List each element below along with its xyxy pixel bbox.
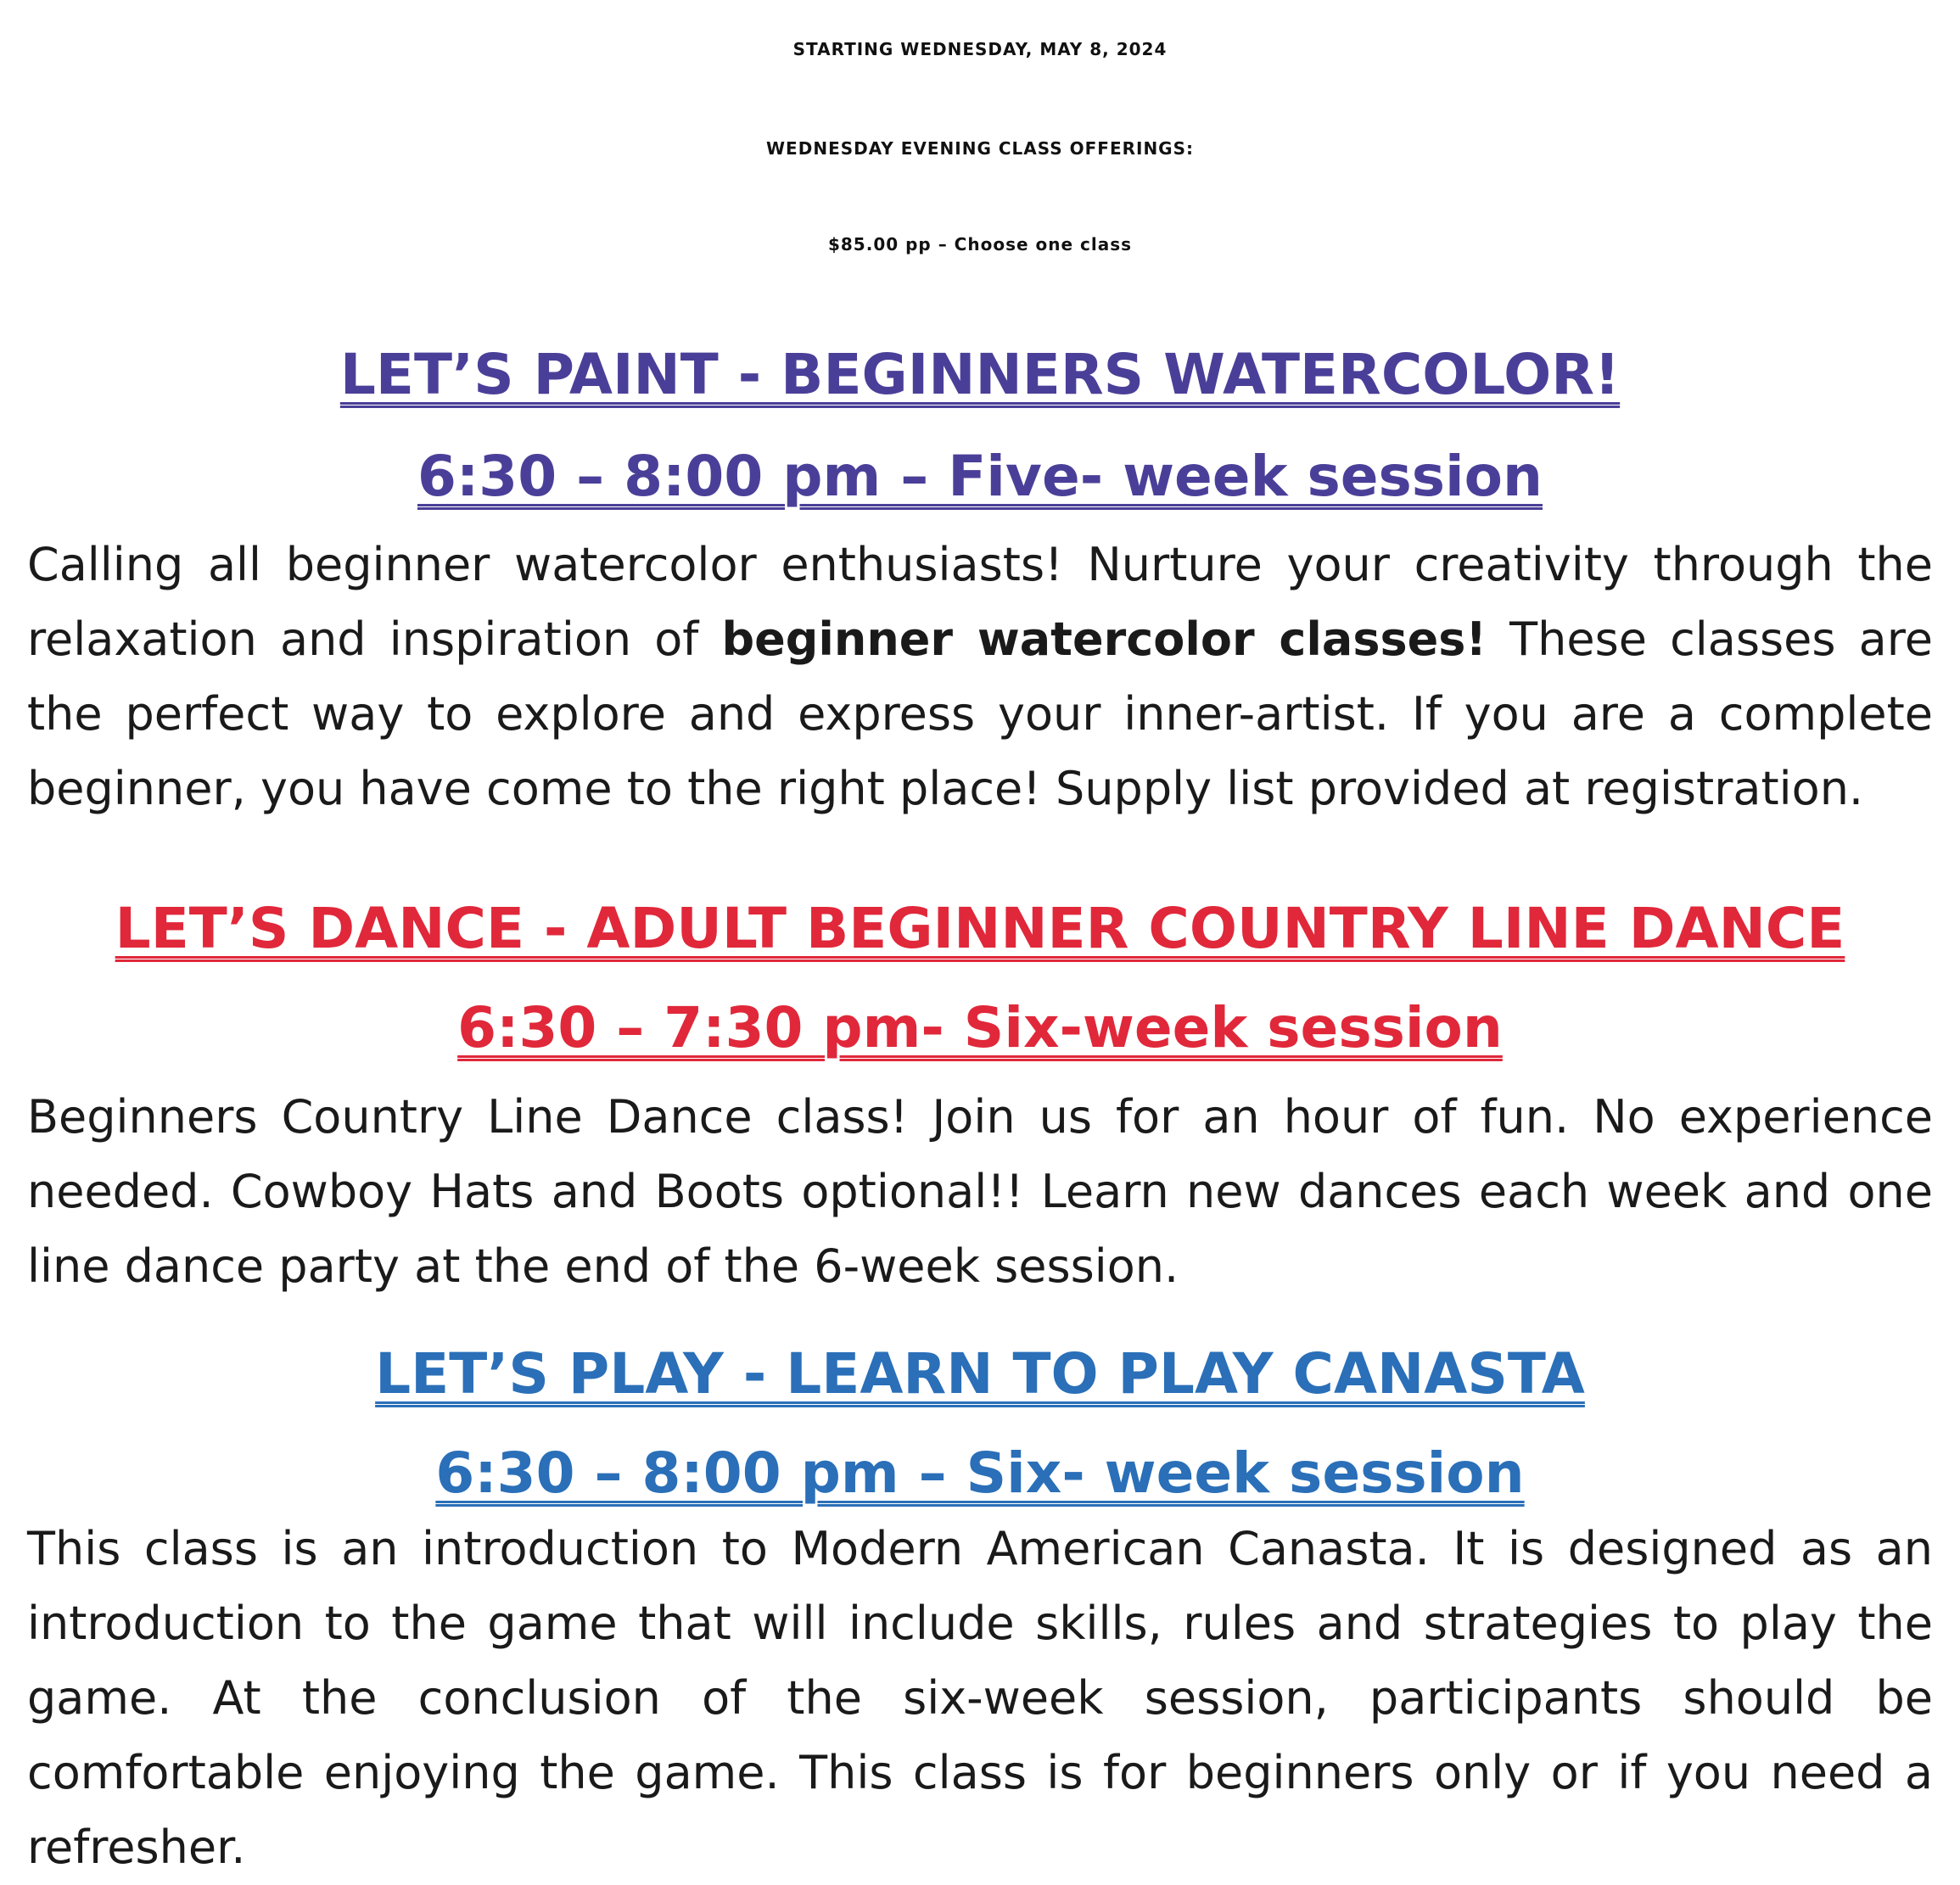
play-class-title-text: LET’S PLAY - LEARN TO PLAY CANASTA	[375, 1341, 1585, 1407]
play-class-description: This class is an introduction to Modern American Canasta. It is designed as an introduction to the game that will include skills, rules and strategies to play the game. At the conclusion of the six-week session, participants should be comfortable enjoying the game. This class is for beginners only or if you need a refresher.	[27, 1522, 1933, 1874]
paint-class-title-text: LET’S PAINT - BEGINNERS WATERCOLOR!	[339, 342, 1621, 407]
dance-class-description: Beginners Country Line Dance class! Join us for an hour of fun. No experience needed. Cowboy Hats and Boots optional!! Learn new dances each week and one line dance party at the end of the 6-week session.	[27, 1090, 1933, 1293]
paint-class-time-text: 6:30 – 8:00 pm – Five- week session	[417, 444, 1543, 509]
play-class-time	[0, 1438, 1960, 1509]
paint-desc-part2: These classes are the perfect way to explore and express your inner-artist. If you are a complete beginner, you have come to the right place! Supply list provided at registration.	[27, 612, 1933, 815]
dance-class-title-text: LET’S DANCE - ADULT BEGINNER COUNTRY LINE DANCE	[115, 896, 1845, 961]
play-class-title	[0, 1339, 1960, 1410]
dance-class-time	[0, 993, 1960, 1064]
dance-class-title	[0, 893, 1960, 965]
price-heading: $85.00 pp – Choose one class	[827, 234, 1133, 255]
paint-desc-part1: Calling all beginner watercolor enthusiasts! Nurture your creativity through the relaxation and inspiration of	[27, 538, 1933, 666]
start-date-heading: STARTING WEDNESDAY, MAY 8, 2024	[792, 39, 1168, 59]
offerings-heading: WEDNESDAY EVENING CLASS OFFERINGS:	[766, 138, 1194, 159]
paint-desc-bold: beginner watercolor classes!	[721, 612, 1487, 666]
paint-class-time	[0, 441, 1960, 512]
play-class-time-text: 6:30 – 8:00 pm – Six- week session	[435, 1440, 1525, 1506]
dance-class-time-text: 6:30 – 7:30 pm- Six-week session	[457, 995, 1503, 1060]
paint-class-title	[0, 339, 1960, 411]
paint-class-description	[27, 528, 1933, 826]
